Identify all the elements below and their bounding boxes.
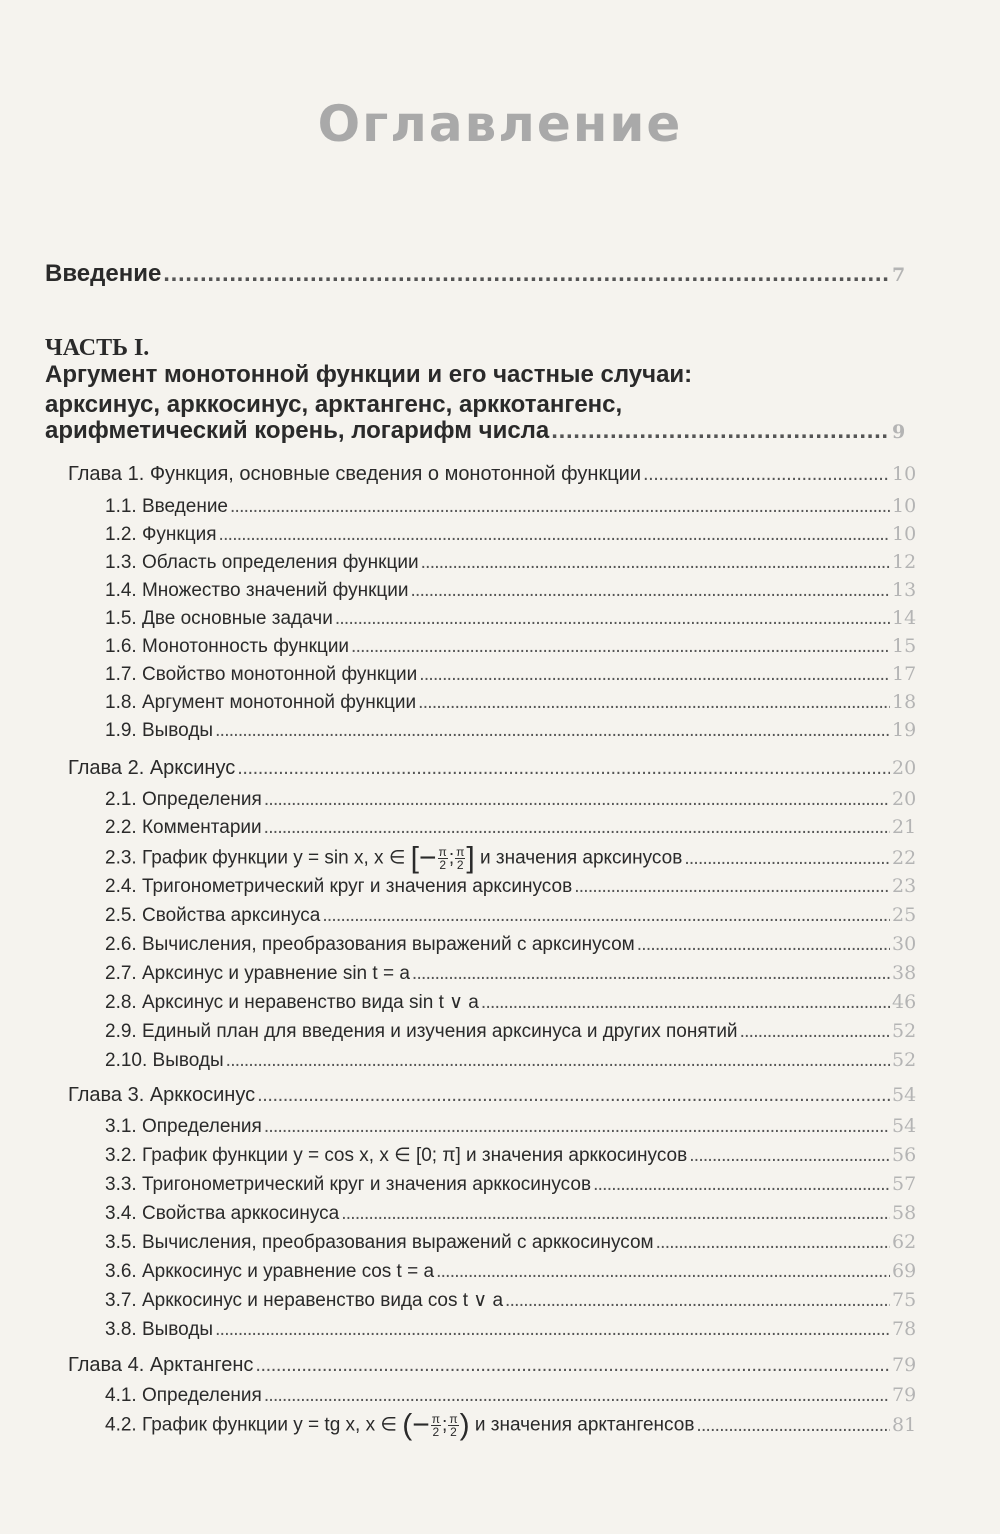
toc-entry-label: 2.5. Свойства арксинуса [105,905,321,926]
toc-entry-label: Введение [45,260,162,287]
toc-entry-page: 78 [892,1318,917,1340]
toc-entry-label: 2.1. Определения [105,789,262,810]
leader-dots [740,1020,890,1044]
toc-entry-section[interactable] [105,494,920,519]
leader-dots [163,262,890,286]
leader-dots [411,579,891,603]
toc-entry-section[interactable] [105,634,920,659]
toc-entry-label: 2.8. Арксинус и неравенство вида sin t ∨ a [105,992,479,1013]
toc-entry-section[interactable] [105,932,920,957]
toc-entry-page: 56 [892,1144,917,1166]
toc-entry-section[interactable] [105,1172,920,1197]
toc-entry-page: 14 [892,607,917,629]
leader-dots [551,419,890,443]
leader-dots [574,875,890,899]
leader-dots [237,756,890,780]
toc-entry-label: 3.1. Определения [105,1116,262,1137]
toc-entry-section[interactable] [105,550,920,575]
toc-entry-label: 1.6. Монотонность функции [105,636,350,657]
toc-entry-page: 46 [892,991,917,1013]
toc-entry-section[interactable] [105,1408,920,1442]
toc-entry-label [105,1408,695,1442]
toc-entry-label: 1.5. Две основные задачи [105,608,333,629]
toc-entry-section[interactable] [105,1201,920,1226]
toc-entry-section[interactable] [105,1288,920,1313]
toc-entry-label: 2.6. Вычисления, преобразования выражений с арксинусом [105,934,635,955]
leader-dots [335,607,890,631]
toc-entry-page: 58 [892,1202,917,1224]
toc-entry-label: 3.5. Вычисления, преобразования выражений с арккосинусом [105,1232,654,1253]
toc-entry-page: 17 [892,663,917,685]
leader-dots [421,551,890,575]
leader-dots [341,1202,890,1226]
interval-bracket-open: [− [410,841,437,875]
toc-entry-section[interactable] [105,718,920,743]
toc-entry-page: 25 [892,904,917,926]
toc-entry-page: 10 [892,495,917,517]
toc-entry-label: 2.7. Арксинус и уравнение sin t = a [105,963,410,984]
toc-entry-label: 3.2. График функции y = cos x, x ∈ [0; π] и значения арккосинусов [105,1145,688,1166]
toc-entry-section[interactable] [105,841,920,875]
leader-dots [418,691,890,715]
toc-entry-page: 54 [892,1115,917,1137]
toc-entry-page: 30 [892,933,917,955]
toc-entry-page: 22 [892,847,917,869]
toc-entry-label: Глава 3. Арккосинус [68,1084,256,1106]
leader-dots [637,933,890,957]
interval-separator: ; [448,848,455,869]
toc-entry-label [105,841,683,875]
toc-entry-label: 2.9. Единый план для введения и изучения арксинуса и других понятий [105,1021,738,1042]
leader-dots [351,635,890,659]
toc-entry-label: 1.4. Множество значений функции [105,580,409,601]
part-title-line-2: арксинус, арккосинус, арктангенс, арккотангенс, [45,391,623,418]
toc-entry-label: 1.1. Введение [105,496,228,517]
toc-entry-label: Глава 4. Арктангенс [68,1354,254,1376]
leader-dots [684,847,890,871]
toc-entry-label: 1.9. Выводы [105,720,214,741]
toc-entry-label: 3.8. Выводы [105,1319,214,1340]
toc-entry-label: 2.10. Выводы [105,1050,224,1071]
toc-entry-page: 21 [892,816,917,838]
toc-entry-page: 9 [892,421,906,443]
formula-text: 2.3. График функции y = sin x, x ∈ [105,848,406,869]
leader-dots [322,904,890,928]
fraction-pi-over-2: $\frac{\pi}{2}$ [438,845,447,873]
toc-entry-section[interactable] [105,1114,920,1139]
toc-entry-page: 54 [892,1084,917,1106]
formula-text: 4.2. График функции y = tg x, x ∈ [105,1415,397,1436]
leader-dots [419,663,890,687]
toc-entry-label: 3.4. Свойства арккосинуса [105,1203,340,1224]
formula-text: и значения арктангенсов [474,1415,695,1436]
leader-dots [264,816,890,840]
toc-entry-section[interactable] [105,606,920,631]
toc-entry-section[interactable] [105,961,920,986]
toc-entry-section[interactable] [105,990,920,1015]
leader-dots [215,719,890,743]
part-title-line-1: Аргумент монотонной функции и его частные случаи: [45,361,693,388]
toc-entry-label: 3.6. Арккосинус и уравнение cos t = a [105,1261,435,1282]
toc-entry-page: 13 [892,579,917,601]
leader-dots [264,788,890,812]
leader-dots [219,523,890,547]
toc-entry-label: 1.2. Функция [105,524,217,545]
toc-entry-page: 19 [892,719,917,741]
toc-entry-page: 38 [892,962,917,984]
toc-entry-section[interactable] [105,1259,920,1284]
toc-entry-label: Глава 1. Функция, основные сведения о монотонной функции [68,463,641,485]
toc-entry-label: 4.1. Определения [105,1385,262,1406]
page-title: Оглавление [317,95,683,153]
toc-entry-page: 52 [892,1020,917,1042]
interval-bracket-close: ] [466,841,475,875]
toc-entry-page: 75 [892,1289,917,1311]
toc-entry-page: 62 [892,1231,917,1253]
toc-entry-label: 2.2. Комментарии [105,817,262,838]
formula-text: и значения арксинусов [480,848,683,869]
leader-dots [255,1353,890,1377]
leader-dots [264,1115,890,1139]
toc-entry-section[interactable] [105,1230,920,1255]
fraction-pi-over-2: $\frac{\pi}{2}$ [456,845,465,873]
toc-entry-intro[interactable] [45,262,920,287]
toc-entry-label: 1.8. Аргумент монотонной функции [105,692,417,713]
toc-entry-section[interactable] [105,903,920,928]
toc-entry-page: 10 [892,523,917,545]
leader-dots [481,991,890,1015]
toc-entry-label: 1.7. Свойство монотонной функции [105,664,418,685]
leader-dots [643,462,890,486]
toc-entry-section[interactable] [105,787,920,812]
toc-entry-page: 12 [892,551,917,573]
toc-entry-page: 20 [892,788,917,810]
toc-entry-page: 52 [892,1049,917,1071]
toc-entry-label: 3.3. Тригонометрический круг и значения арккосинусов [105,1174,592,1195]
toc-entry-section[interactable] [105,1048,920,1073]
toc-entry-label: Глава 2. Арксинус [68,757,236,779]
leader-dots [226,1049,890,1073]
toc-entry-chapter[interactable] [68,1353,920,1377]
toc-entry-section[interactable] [105,578,920,603]
leader-dots [689,1144,890,1168]
toc-entry-section[interactable] [105,1019,920,1044]
toc-entry-section[interactable] [105,662,920,687]
toc-entry-page: 18 [892,691,917,713]
toc-entry-chapter[interactable] [68,756,920,780]
leader-dots [215,1318,890,1342]
toc-entry-page: 20 [892,757,917,779]
toc-entry-page: 57 [892,1173,917,1195]
leader-dots [505,1289,890,1313]
toc-entry-page: 23 [892,875,917,897]
toc-entry-page: 15 [892,635,917,657]
fraction-pi-over-2: $\frac{\pi}{2}$ [449,1412,458,1440]
toc-entry-label: 1.3. Область определения функции [105,552,419,573]
leader-dots [696,1414,890,1438]
toc-entry-section[interactable] [105,1317,920,1342]
leader-dots [230,495,890,519]
toc-entry-page: 81 [892,1414,917,1436]
toc-entry-section[interactable] [105,690,920,715]
toc-entry-part-1[interactable] [45,419,920,444]
toc-entry-section[interactable] [105,522,920,547]
part-heading: ЧАСТЬ I. [45,335,150,361]
leader-dots [593,1173,890,1197]
toc-entry-page: 79 [892,1354,917,1376]
toc-entry-page: 10 [892,463,917,485]
toc-entry-section[interactable] [105,1383,920,1408]
leader-dots [412,962,890,986]
toc-entry-page: 7 [892,264,906,286]
toc-entry-page: 69 [892,1260,917,1282]
toc-entry-section[interactable] [105,1143,920,1168]
toc-entry-chapter[interactable] [68,1083,920,1107]
fraction-pi-over-2: $\frac{\pi}{2}$ [431,1412,441,1440]
leader-dots [656,1231,890,1255]
toc-entry-section[interactable] [105,874,920,899]
toc-entry-section[interactable] [105,815,920,840]
leader-dots [257,1083,890,1107]
toc-entry-label: 2.4. Тригонометрический круг и значения арксинусов [105,876,573,897]
leader-dots [264,1384,890,1408]
interval-paren-close: ) [459,1408,470,1442]
toc-entry-label: 3.7. Арккосинус и неравенство вида cos t ∨ a [105,1290,504,1311]
part-title-line-3: арифметический корень, логарифм числа [45,417,550,444]
toc-entry-page: 79 [892,1384,917,1406]
interval-paren-open: (− [402,1408,430,1442]
toc-entry-chapter[interactable] [68,462,920,486]
leader-dots [436,1260,890,1284]
interval-separator: ; [442,1415,448,1436]
